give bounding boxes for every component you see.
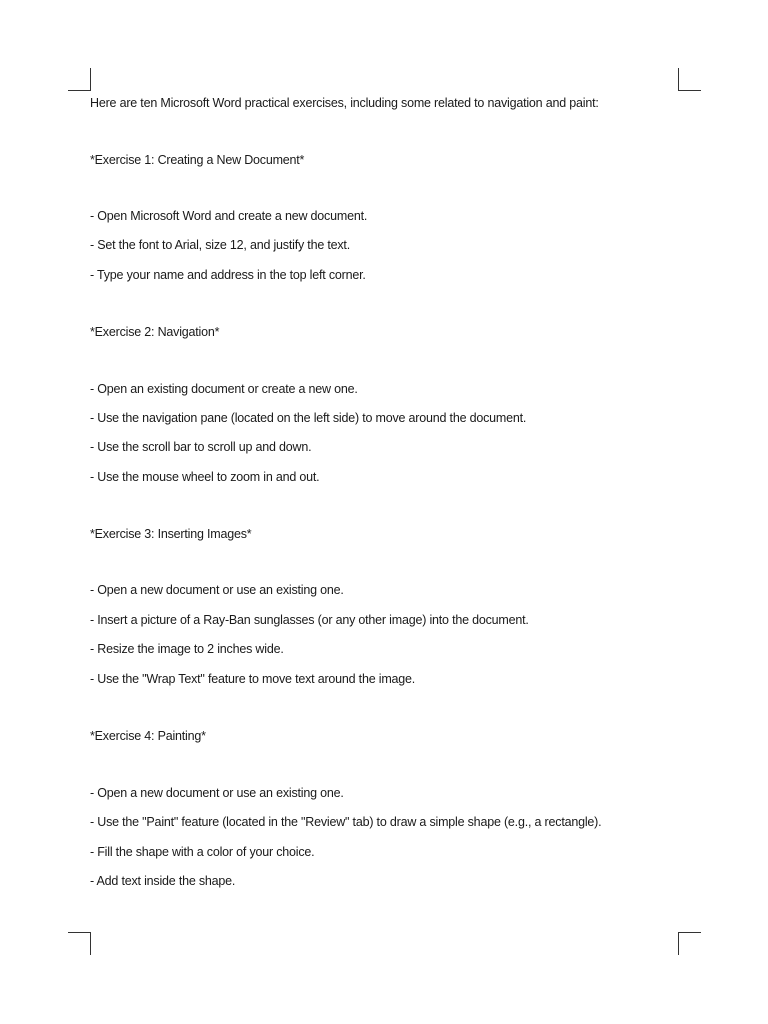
exercise-3-item: - Insert a picture of a Ray-Ban sunglasses (or any other image) into the document. [90,613,529,627]
corner-mark-bottom-right [678,932,701,955]
exercise-3-item: - Use the "Wrap Text" feature to move text around the image. [90,672,416,686]
exercise-2-heading: *Exercise 2: Navigation* [90,325,220,339]
exercise-1-item: - Set the font to Arial, size 12, and justify the text. [90,238,350,252]
corner-mark-top-right [678,68,701,91]
exercise-1-heading: *Exercise 1: Creating a New Document* [90,153,305,167]
exercise-2-item: - Open an existing document or create a new one. [90,382,358,396]
corner-mark-top-left [68,68,91,91]
exercise-3-item: - Resize the image to 2 inches wide. [90,642,284,656]
exercise-4-item: - Use the "Paint" feature (located in the "Review" tab) to draw a simple shape (e.g., a rectangle). [90,815,602,829]
corner-mark-bottom-left [68,932,91,955]
exercise-1-item: - Open Microsoft Word and create a new document. [90,209,368,223]
exercise-3-item: - Open a new document or use an existing one. [90,583,344,597]
exercise-4-item: - Open a new document or use an existing one. [90,786,344,800]
exercise-1-item: - Type your name and address in the top left corner. [90,268,366,282]
intro-paragraph: Here are ten Microsoft Word practical exercises, including some related to navigation and paint: [90,96,599,110]
exercise-2-item: - Use the navigation pane (located on the left side) to move around the document. [90,411,527,425]
exercise-2-item: - Use the scroll bar to scroll up and down. [90,440,312,454]
exercise-3-heading: *Exercise 3: Inserting Images* [90,527,252,541]
exercise-4-heading: *Exercise 4: Painting* [90,729,206,743]
exercise-4-item: - Fill the shape with a color of your choice. [90,845,315,859]
exercise-4-item: - Add text inside the shape. [90,874,236,888]
exercise-2-item: - Use the mouse wheel to zoom in and out. [90,470,320,484]
